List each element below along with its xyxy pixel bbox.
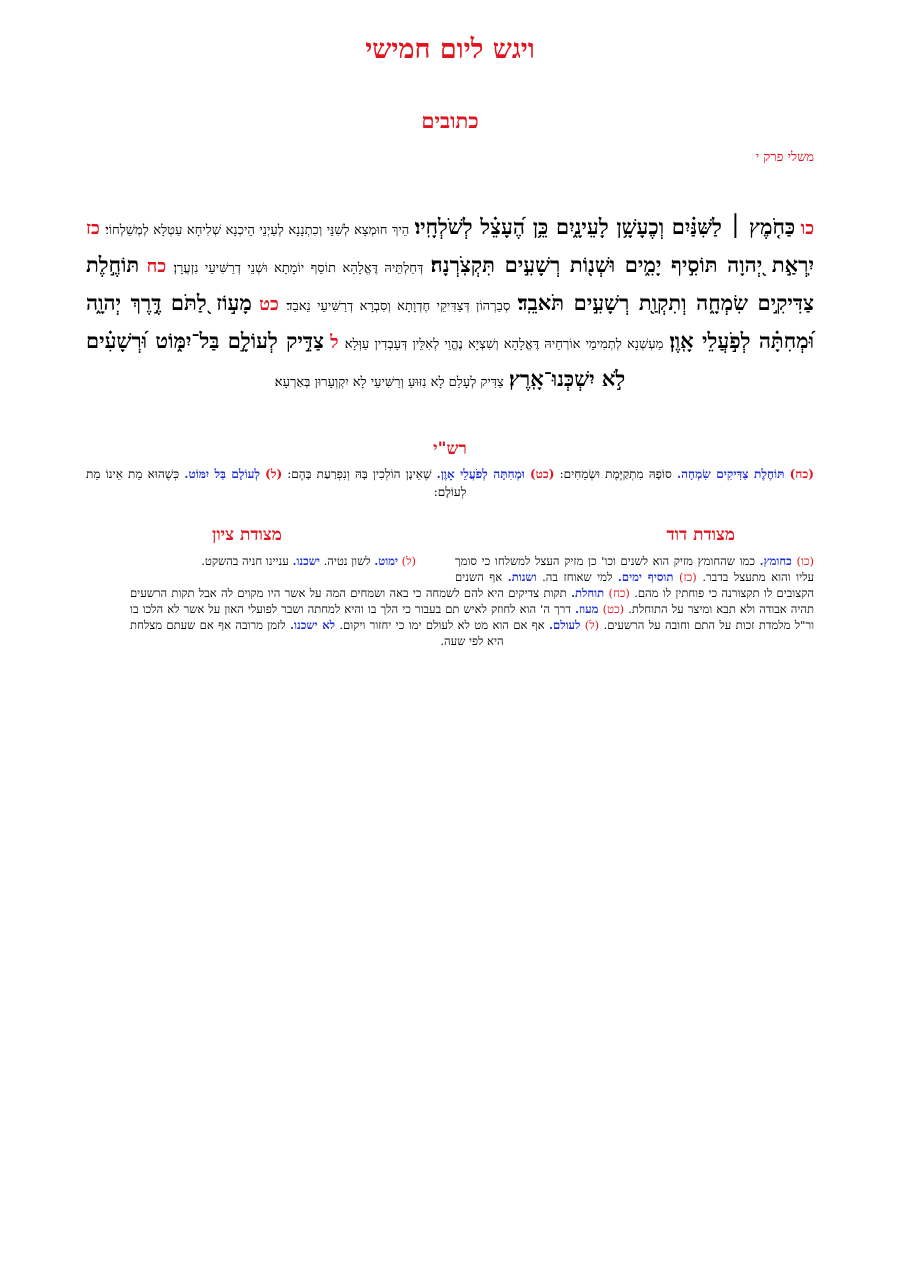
page-title: ויגש ליום חמישי bbox=[365, 34, 535, 65]
comment-number: (כו) bbox=[796, 554, 815, 568]
verse-text: צַדִּ֣יק לְעוֹלָ֣ם בַּל־יִמּ֑וֹט וּ֝רְשָׁעִ֗ים לֹ֣א יִשְׁכְּנוּ־אָֽרֶץ׃ bbox=[86, 328, 626, 391]
verses-block bbox=[86, 210, 814, 400]
comment-text: סוֹפָהּ מִתְקַיֶּמֶת וּשְׂמֵחִים: bbox=[559, 467, 672, 481]
comment-heading: לא ישכנו. bbox=[290, 618, 336, 632]
comment-text: תקות צדיקים היא להם לשמחה כי באה ושמחים המה על אשר היו מקוים לה אבל תקות הרשעים תהיה אבודה ולא תבא ומיצר על התוחלת. bbox=[130, 586, 815, 616]
targum-text: הֵיךְ חוּמְצָא לְשִׁנֵּי וְכִתְנָנָא לְעַיְנֵי הֵיכְנָא שְׁלִיחָא עַטְלָא לְמְשַׁלְחוֹי׃ bbox=[105, 223, 410, 238]
verse-number: כו bbox=[800, 218, 815, 239]
section-title: כתובים bbox=[421, 108, 479, 133]
verse-text: מָע֣וֹז לַ֭תֹּם דֶּ֣רֶךְ יְהוָ֑ה וּ֝מְחִתָּ֗ה לְפֹ֣עֲלֵי אָֽוֶן׃ bbox=[86, 290, 814, 353]
comment-heading: תוחלת. bbox=[570, 586, 605, 600]
comment-text: אף אם הוא מט לא לעולם ימו כי יחזור ויקום. bbox=[339, 618, 545, 632]
rashi-commentary bbox=[86, 465, 814, 501]
targum-text: סְבַרְהוֹן דְּצַדִּיקֵי חֶדְוָתָא וְסִבְרָא דְרַשִּׁיעֵי נֵאבַד׃ bbox=[286, 299, 511, 314]
comment-number: (ל) bbox=[265, 467, 283, 481]
verse-number: כח bbox=[146, 256, 167, 277]
comment-number: (כט) bbox=[529, 467, 555, 481]
verse-text: תּוֹחֶ֣לֶת צַדִּיקִ֣ים שִׂמְחָ֑ה וְתִקְוַ֖ת רְשָׁעִ֣ים תֹּאבֵֽד׃ bbox=[86, 252, 814, 315]
comment-number: (כט) bbox=[602, 602, 625, 616]
targum-text: דְּחַלְתֵּיהּ דֶּאֱלָהָא תוֹסֵף יוֹמָתָא וּשְׁנֵי דְרַשִּׁיעֵי נִזְעֲרָן׃ bbox=[173, 261, 424, 276]
comment-number: (כח) bbox=[789, 467, 814, 481]
targum-text: מַעְשְׁנָא לְתְמִימֵי אוֹרְחֵיהּ דֶּאֱלָהָא וְשִׁצְיָא נֶהֱוֵי לְאִלֵּין דְּעָבְדִין עַוְּלָא׃ bbox=[344, 337, 664, 352]
metzudat-david-title: מצודת דוד bbox=[666, 525, 735, 545]
comment-heading: תוסיף ימים. bbox=[617, 570, 674, 584]
rashi-title: רש"י bbox=[433, 439, 467, 459]
verse-number: ל bbox=[330, 332, 339, 353]
comment-heading: וּמְחִתָּה לְפֹעֲלֵי אָוֶן. bbox=[436, 467, 525, 481]
comment-text: לשון נטיה. bbox=[323, 554, 371, 568]
comment-text: שֶׁאֵינָן הוֹלְכִין בָּהּ וְנִפְרַעַת בָּהֶם: bbox=[287, 467, 432, 481]
comment-text: למי שאוחז בה. bbox=[542, 570, 613, 584]
verse-text: כַּחֹ֤מֶץ ׀ לַשִּׁנַּ֗יִם וְכֶעָשָׁ֥ן לָעֵינָ֑יִם כֵּ֥ן הֶ֝עָצֵ֗ל לְשֹׁלְחָֽיו׃ bbox=[414, 214, 796, 239]
verse-number: כט bbox=[259, 294, 279, 315]
comment-text: כְּשֶׁהוּא מֵת אֵינוֹ מֵת לְעוֹלָם: bbox=[86, 467, 467, 499]
comment-heading: כחומץ. bbox=[759, 554, 792, 568]
verse bbox=[100, 214, 815, 239]
comment-text: אף השנים הקצובים לו תקצורנה כי פוחתין לו מהם. bbox=[455, 570, 815, 600]
comment-number: (כז) bbox=[678, 570, 697, 584]
comment-text: עניינו חניה בהשקט. bbox=[201, 554, 289, 568]
chapter-label: משלי פרק י bbox=[755, 150, 814, 165]
metzudat-david-commentary bbox=[130, 553, 814, 649]
comment-heading: תּוֹחֶלֶת צַדִּיקִים שִׂמְחָה. bbox=[676, 467, 785, 481]
comment-heading: לעולם. bbox=[549, 618, 581, 632]
comment-heading: מעוז. bbox=[574, 602, 599, 616]
comment-heading: ושנות. bbox=[507, 570, 537, 584]
comment-heading: לְעוֹלָם בַּל יִמּוֹט. bbox=[184, 467, 261, 481]
targum-text: צַדִּיק לְעָלַם לָא נִזּוּעַ וְרַשִּׁיעֵי לָא יִקְוְעָרוּן בְּאַרְעָא׃ bbox=[274, 375, 504, 390]
verse-text: יִֽרְאַ֣ת יְ֭הוָה תּוֹסִ֣יף יָמִ֑ים וּשְׁנ֖וֹת רְשָׁעִ֣ים תִּקְצֹֽרְנָה׃ bbox=[430, 252, 814, 277]
comment-number: (ל) bbox=[401, 554, 416, 568]
comment-heading: ימוט. bbox=[374, 554, 398, 568]
comment-heading: ישכנו. bbox=[292, 554, 320, 568]
comment-text: לזמן מרובה אף אם שעתם מצלחת היא לפי שעה. bbox=[130, 618, 504, 648]
comment-number: (ל) bbox=[584, 618, 600, 632]
comment-text: דרך ה' הוא לחוזק לאיש תם בעבור כי הלך בו והיא למחתה ושבר לפועלי האון על אשר לא הלכו בו ור"ל מלמדת זכות על התם וחובה על הרשעים. bbox=[130, 602, 815, 632]
comment-number: (כח) bbox=[608, 586, 630, 600]
comment-text: כמו שהחומץ מזיק הוא לשנים וכו' כן מזיק העצל למשלחו כי סומך עליו והוא מתעצל בדבר. bbox=[455, 554, 815, 584]
metzudat-zion-title: מצודת ציון bbox=[212, 525, 282, 545]
verse-number: כז bbox=[86, 218, 100, 239]
